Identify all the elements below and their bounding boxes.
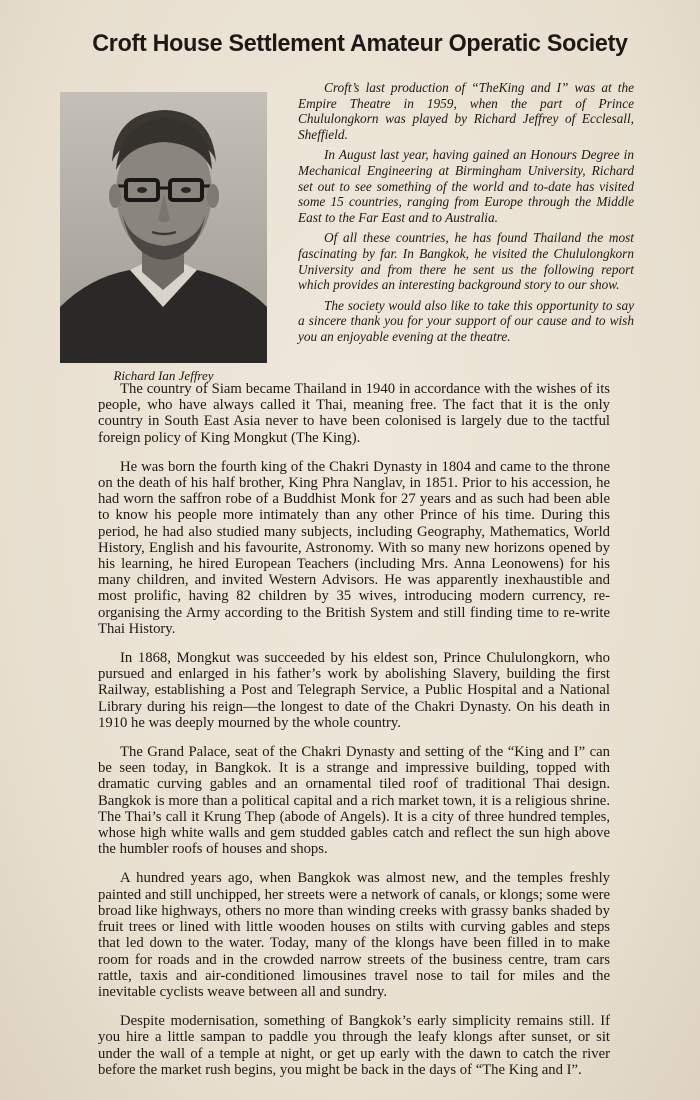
body-paragraph: He was born the fourth king of the Chakri Dynasty in 1804 and came to the throne on the death of his half brother, King Phra Nanglav, in 1851. Prior to his accession, he had worn the saffron robe of a Buddhist Monk for 27 years and as such had been able to know his people more intimately than any other Prince of his time. During this period, he had also studied many subjects, including Geography, Mathematics, World History, English and his favourite, Astronomy. With so many new horizons opened by his learning, he hired European Teachers (including Mrs. Anna Leonowens) for his many children, and invited Western Advisors. He was apparently inexhaustible and most prolific, having 82 children by 35 wives, introducing modern currency, re-organising the Army according to the British System and still finding time to re-write Thai History.: [98, 458, 610, 637]
body-paragraph: A hundred years ago, when Bangkok was almost new, and the temples freshly painted and still unchipped, her streets were a network of canals, or klongs; some were broad like highways, others no more than winding creeks with grassy banks shaded by fruit trees or lined with little wooden houses on stilts with curving gables and steps that led down to the water. Today, many of the klongs have been filled in to make room for roads and in the crowded narrow streets of the business centre, tram cars rattle, taxis and air-conditioned limousines travel nose to tail for miles and the inevitable cyclists weave between all and sundry.: [98, 870, 610, 1000]
page-title: Croft House Settlement Amateur Operatic Society: [92, 30, 628, 57]
body-paragraph: The country of Siam became Thailand in 1940 in accordance with the wishes of its people, who have always called it Thai, meaning free. The fact that it is the only country in South East Asia never to have been colonised is largely due to the tactful foreign policy of King Mongkut (The King).: [98, 381, 610, 446]
article-body: [98, 381, 610, 1091]
intro-paragraph: In August last year, having gained an Honours Degree in Mechanical Engineering at Birmingham University, Richard set out to see something of the world and to-date has visited some 15 countries, ranging from Europe through the Middle East to the Far East and to Australia.: [298, 147, 634, 225]
portrait-photo-icon: [60, 92, 267, 363]
intro-paragraph: The society would also like to take this opportunity to say a sincere thank you for your support of our cause and to wish you an enjoyable evening at the theatre.: [298, 297, 634, 344]
intro-paragraph: Croft’s last production of “TheKing and I” was at the Empire Theatre in 1959, when the part of Prince Chululongkorn was played by Richard Jeffrey of Ecclesall, Sheffield.: [298, 80, 634, 142]
portrait-photo: [60, 92, 267, 363]
intro-paragraph: Of all these countries, he has found Thailand the most fascinating by far. In Bangkok, he visited the Chululongkorn University and from there he sent us the following report which provides an interesting background story to our show.: [298, 230, 634, 293]
body-paragraph: The Grand Palace, seat of the Chakri Dynasty and setting of the “King and I” can be seen today, in Bangkok. It is a strange and impressive building, topped with dramatic curving gables and an ornamental tiled roof of traditional Thai design. Bangkok is more than a political capital and a rich market town, it is a religious shrine. The Thai’s call it Krung Thep (abode of Angels). It is a city of three hundred temples, whose high white walls and gem studded gables catch and reflect the sun high above the humbler roofs of houses and shops.: [98, 744, 610, 858]
body-paragraph: In 1868, Mongkut was succeeded by his eldest son, Prince Chululongkorn, who pursued and enlarged in his father’s work by abolishing Slavery, building the first Railway, establishing a Post and Telegraph Service, a Public Hospital and a National Library during his reign—the longest to date of the Chakri Dynasty. On his death in 1910 he was deeply mourned by the whole country.: [98, 650, 610, 731]
photo-caption: Richard Ian Jeffrey: [113, 368, 214, 383]
body-paragraph: Despite modernisation, something of Bangkok’s early simplicity remains still. If you hire a little sampan to paddle you through the leafy klongs after sunset, or sit under the wall of a temple at night, or get up early with the dawn to catch the river before the market rush begins, you might be back in the days of “The King and I”.: [98, 1013, 610, 1078]
intro-section: [298, 80, 634, 350]
